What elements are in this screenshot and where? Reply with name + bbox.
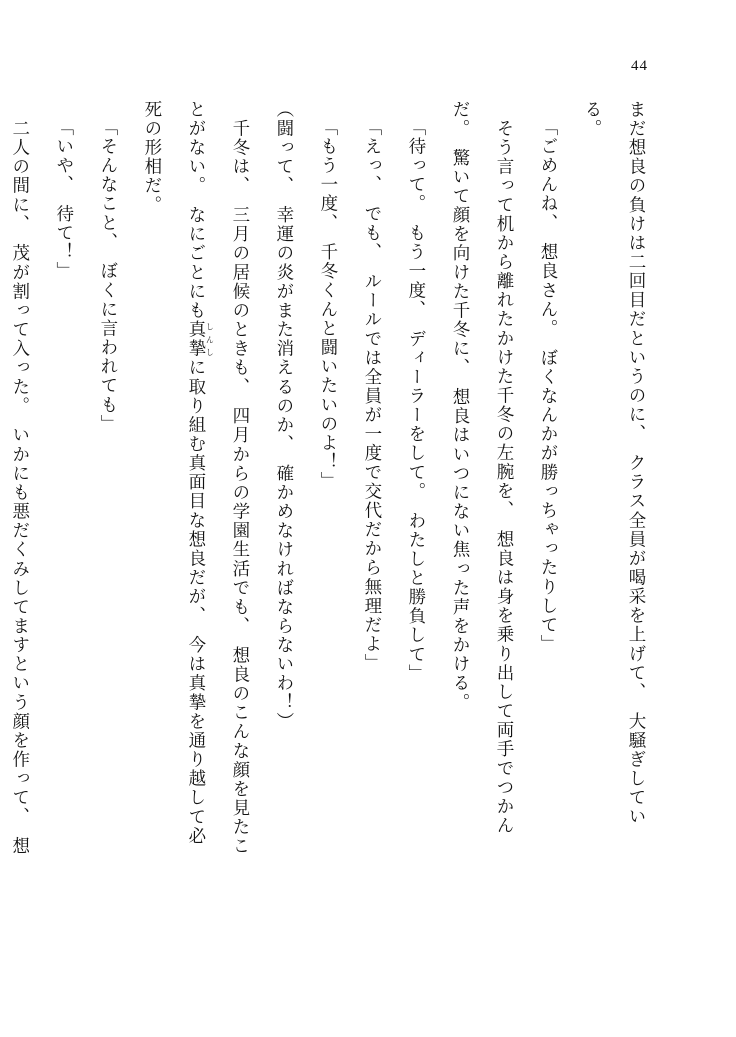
text-line: そう言って机から離れたかけた千冬の左腕を、 想良は身を乗り出して両手でつかん — [494, 100, 515, 836]
text-line: だ。 驚いて顔を向けた千冬に、 想良はいつにない焦った声をかける。 — [450, 100, 471, 712]
text-line: とがない。 なにごとにも真摯しんしに取り組む真面目な想良だが、 今は真摯を通り越して必 — [186, 100, 215, 846]
text-line: 「そんなこと、 ぼくに言われても」 — [98, 118, 119, 434]
text-line: 千冬は、 三月の居候のときも、 四月からの学園生活でも、 想良のこんな顔を見たこ — [230, 100, 251, 856]
text-line: 「もう一度、 千冬くんと闘いたいのよ！」 — [318, 118, 339, 491]
text-line: 「待って。 もう一度、 ディーラーをして。 わたしと勝負して」 — [406, 118, 427, 684]
ruby-shinshi: 真摯しんし — [186, 320, 215, 359]
text-line: 「いや、 待て！」 — [54, 118, 75, 281]
page-text-body — [10, 100, 654, 950]
text-line: 死の形相だ。 — [142, 100, 163, 215]
text-line: （闘って、 幸運の炎がまた消えるのか、 確かめなければならないわ！） — [274, 100, 295, 732]
text-line: まだ想良の負けは二回目だというのに、 クラス全員が喝采を上げて、 大騒ぎしてい — [627, 100, 647, 827]
text-line: 二人の間に、 茂が割って入った。 いかにも悪だくみしてますという顔を作って、 想 — [10, 100, 31, 856]
text-line: 「えっ、 でも、 ルールでは全員が一度で交代だから無理だよ」 — [362, 118, 383, 673]
page-number: 44 — [631, 58, 648, 74]
text-line: る。 — [582, 100, 603, 139]
text-line: 「ごめんね、 想良さん。 ぼくなんかが勝っちゃったりして」 — [538, 118, 559, 654]
